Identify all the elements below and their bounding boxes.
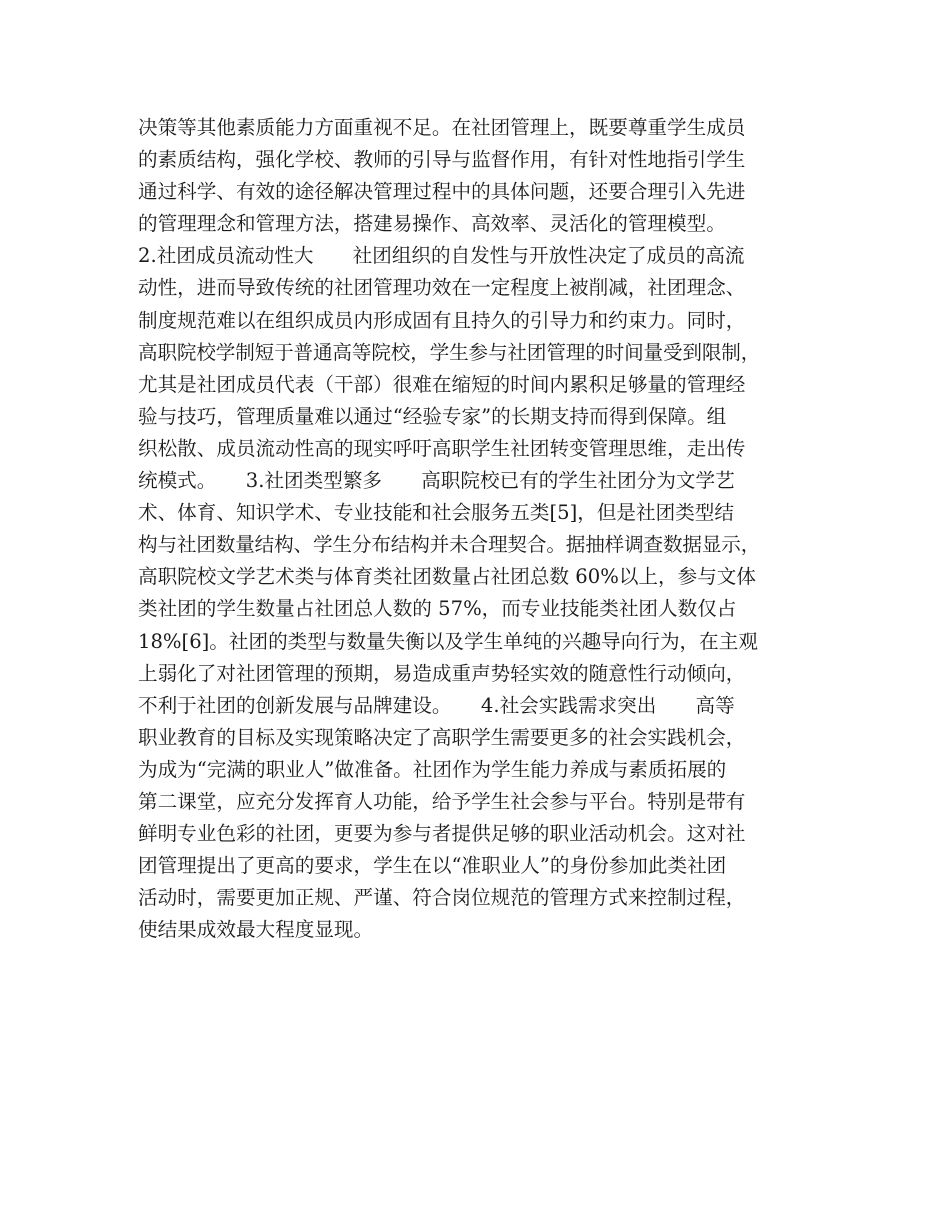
text-line: 职业教育的目标及实现策略决定了高职学生需要更多的社会实践机会， <box>138 725 746 749</box>
text-line: 18%[6]。社团的类型与数量失衡以及学生单纯的兴趣导向行为，在主观 <box>138 629 758 653</box>
text-line: 类社团的学生数量占社团总人数的 57%，而专业技能类社团人数仅占 <box>138 597 737 621</box>
text-line: 验与技巧，管理质量难以通过“经验专家”的长期支持而得到保障。组 <box>138 404 727 428</box>
text-line: 构与社团数量结构、学生分布结构并未合理契合。据抽样调查数据显示， <box>138 533 761 557</box>
text-line: 统模式。 3.社团类型繁多 高职院校已有的学生社团分为文学艺 <box>138 469 735 493</box>
text-line: 通过科学、有效的途径解决管理过程中的具体问题，还要合理引入先进 <box>138 180 746 204</box>
text-line: 为成为“完满的职业人”做准备。社团作为学生能力养成与素质拓展的 <box>138 757 727 781</box>
text-line: 活动时，需要更加正规、严谨、符合岗位规范的管理方式来控制过程， <box>138 886 746 910</box>
text-line: 术、体育、知识学术、专业技能和社会服务五类[5]，但是社团类型结 <box>138 501 734 525</box>
text-line: 动性，进而导致传统的社团管理功效在一定程度上被削减，社团理念、 <box>138 276 746 300</box>
text-line: 上弱化了对社团管理的预期，易造成重声势轻实效的随意性行动倾向， <box>138 661 746 685</box>
text-line: 高职院校学制短于普通高等院校，学生参与社团管理的时间量受到限制， <box>138 340 761 364</box>
text-line: 高职院校文学艺术类与体育类社团数量占社团总数 60%以上，参与文体 <box>138 565 756 589</box>
text-line: 不利于社团的创新发展与品牌建设。 4.社会实践需求突出 高等 <box>138 693 735 717</box>
text-line: 使结果成效最大程度显现。 <box>138 918 374 942</box>
text-line: 制度规范难以在组织成员内形成固有且持久的引导力和约束力。同时， <box>138 308 746 332</box>
text-line: 的素质结构，强化学校、教师的引导与监督作用，有针对性地指引学生 <box>138 148 746 172</box>
text-line: 团管理提出了更高的要求，学生在以“准职业人”的身份参加此类社团 <box>138 854 727 878</box>
body-text <box>138 112 828 946</box>
text-line: 第二课堂，应充分发挥育人功能，给予学生社会参与平台。特别是带有 <box>138 789 746 813</box>
text-line: 尤其是社团成员代表（干部）很难在缩短的时间内累积足够量的管理经 <box>138 372 746 396</box>
text-line: 的管理理念和管理方法，搭建易操作、高效率、灵活化的管理模型。 <box>138 212 726 236</box>
text-line: 2.社团成员流动性大 社团组织的自发性与开放性决定了成员的高流 <box>138 244 745 268</box>
text-line: 决策等其他素质能力方面重视不足。在社团管理上，既要尊重学生成员 <box>138 116 746 139</box>
text-line: 鲜明专业色彩的社团，更要为参与者提供足够的职业活动机会。这对社 <box>138 822 746 846</box>
text-line: 织松散、成员流动性高的现实呼吁高职学生社团转变管理思维，走出传 <box>138 436 746 460</box>
